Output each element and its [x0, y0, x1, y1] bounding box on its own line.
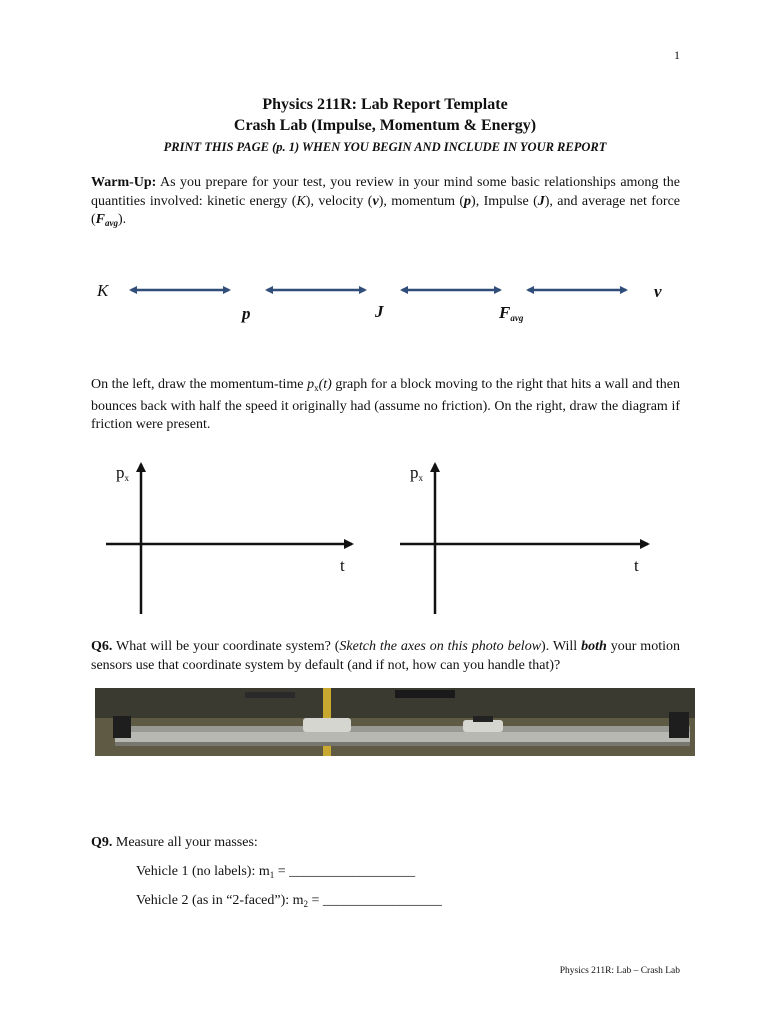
warmup-k: K [296, 193, 306, 209]
q6-text-1: What will be your coordinate system? ( [112, 639, 340, 654]
label-k: K [97, 281, 109, 300]
page-number: 1 [674, 48, 680, 62]
label-f: F [499, 303, 511, 322]
label-j: J [375, 302, 384, 321]
question-9 [91, 834, 680, 853]
label-f-avg [499, 303, 523, 323]
page-footer: Physics 211R: Lab – Crash Lab [559, 966, 680, 976]
vehicle-1-mass-line: Vehicle 1 (no labels): $m_1$ = __________________ [136, 864, 416, 880]
vehicle-2-mass-line: Vehicle 2 (as in “2-faced”): $m_2$ = _________________ [136, 893, 442, 909]
warmup-f: F [95, 212, 106, 227]
left-graph-y-label: $p_x$ [116, 463, 129, 483]
q6-label: Q6. [91, 639, 113, 654]
warmup-text-2: ), velocity ( [305, 193, 373, 209]
warmup-j: J [537, 193, 545, 209]
label-v: v [654, 282, 662, 301]
para2-t: (t) [318, 377, 332, 392]
q9-label: Q9. [91, 835, 113, 850]
print-instruction: PRINT THIS PAGE (p. 1) WHEN YOU BEGIN AND INCLUDE IN YOUR REPORT [163, 140, 607, 154]
right-graph-y-label: $p_x$ [410, 463, 423, 483]
para2-px-sub: x [314, 383, 319, 393]
q6-text-3: your motion sensors use that coordinate system by default (and if not, how can you handle that)? [91, 639, 680, 673]
warmup-text-1: As you prepare for your test, you review in your mind some basic relationships among the quantities involved: kinetic energy ( [91, 175, 680, 209]
q6-text-2: ). Will [541, 639, 582, 654]
para2-text-1: On the left, draw the momentum-time [91, 377, 308, 392]
para2-px: p [307, 377, 315, 392]
warmup-text-5: ), and average net force ( [91, 193, 680, 227]
right-graph-x-label: t [634, 556, 639, 575]
left-graph-x-label: t [340, 556, 345, 575]
page-subtitle: Crash Lab (Impulse, Momentum & Energy) [233, 117, 537, 134]
warmup-text-4: ), Impulse ( [471, 193, 538, 209]
warmup-text-3: ), momentum ( [378, 193, 465, 209]
track-photo [95, 688, 695, 756]
q6-both: both [581, 639, 607, 654]
para2-text-2: graph for a block moving to the right that hits a wall and then bounces back with half the speed it originally had (assume no friction). On the right, draw the diagram if friction were present. [91, 377, 681, 432]
warmup-label: Warm-Up: [91, 175, 157, 190]
warmup-text-6: ). [118, 212, 127, 227]
warmup-v: v [372, 193, 379, 209]
track-photo-drawing [95, 688, 695, 756]
page-title: Physics 211R: Lab Report Template [262, 96, 508, 113]
q6-italic: Sketch the axes on this photo below [339, 639, 542, 654]
q9-text: Measure all your masses: [112, 835, 258, 850]
warmup-p: p [464, 193, 472, 209]
graph-instructions [91, 376, 680, 435]
warmup-f-sub: avg [105, 218, 119, 228]
label-f-sub: avg [510, 313, 524, 323]
label-p: p [242, 304, 251, 323]
question-6 [91, 638, 680, 675]
